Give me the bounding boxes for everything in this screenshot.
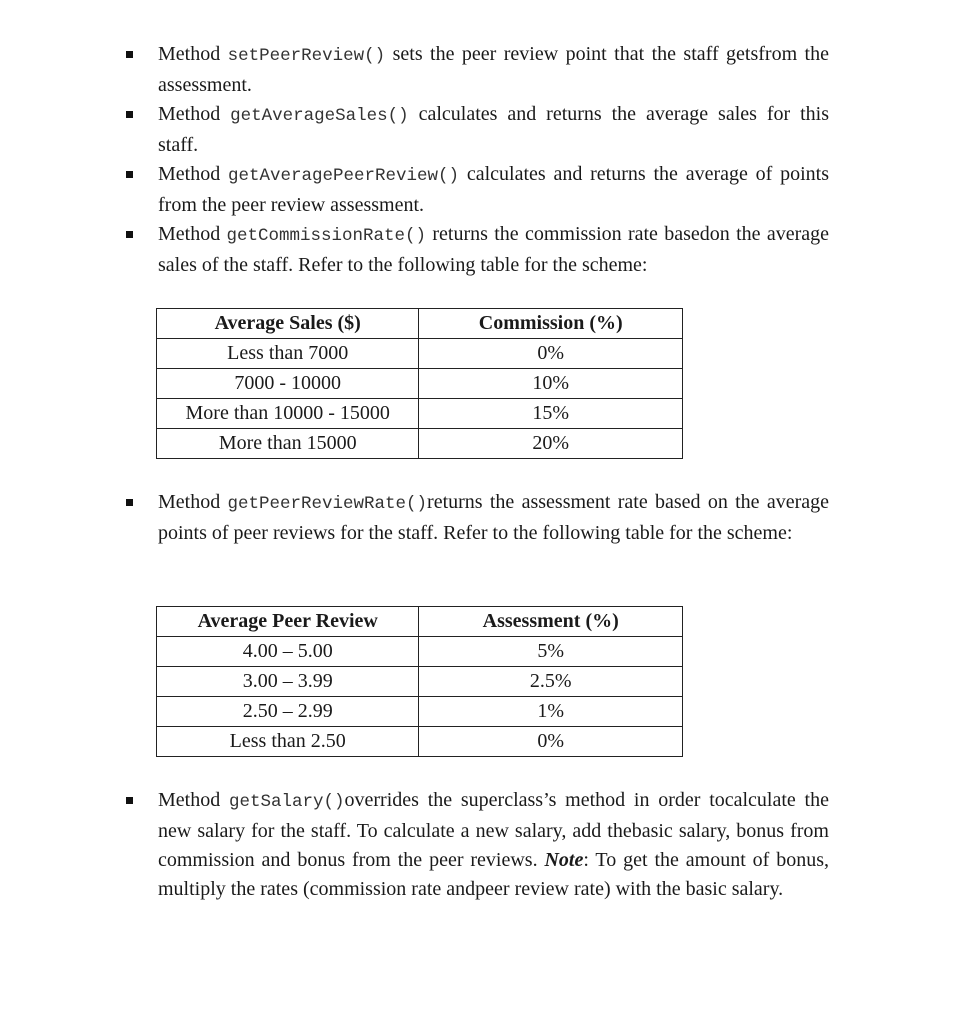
table-header-row	[157, 607, 683, 637]
bullet-prefix: Method	[158, 789, 229, 811]
table-cell: More than 15000	[157, 429, 419, 459]
column-header: Average Sales ($)	[157, 309, 419, 339]
table-header-row	[157, 309, 683, 339]
table-row	[157, 727, 683, 757]
table-row	[157, 429, 683, 459]
method-name: getAveragePeerReview()	[228, 166, 460, 186]
bullet-prefix: Method	[158, 103, 231, 125]
bullet-text	[158, 100, 829, 160]
table-cell: 4.00 – 5.00	[157, 637, 419, 667]
bullet-text	[158, 488, 829, 548]
table-cell: 7000 - 10000	[157, 369, 419, 399]
bullet-marker	[126, 231, 133, 238]
bullet-marker	[126, 797, 133, 804]
bullet-marker	[126, 111, 133, 118]
table-cell: 1%	[419, 697, 683, 727]
table-cell: 2.50 – 2.99	[157, 697, 419, 727]
column-header: Commission (%)	[419, 309, 683, 339]
table-cell: 10%	[419, 369, 683, 399]
table-row	[157, 369, 683, 399]
table-cell: 2.5%	[419, 667, 683, 697]
bullet-marker	[126, 171, 133, 178]
note-text: : To get the amount of bonus, multiply the rates (commission rate andpeer review rate) with the basic salary.	[158, 849, 829, 900]
bullet-description: calculates and returns the average sales for this staff.	[158, 103, 829, 156]
bullet-marker	[126, 51, 133, 58]
table-cell: 20%	[419, 429, 683, 459]
table-cell: 3.00 – 3.99	[157, 667, 419, 697]
bullet-description: returns the assessment rate based on the average points of peer reviews for the staff. Refer to the following table for the scheme:	[158, 491, 829, 544]
bullet-prefix: Method	[158, 163, 229, 185]
table-cell: More than 10000 - 15000	[157, 399, 419, 429]
bullet-description: sets the peer review point that the staff getsfrom the assessment.	[158, 43, 829, 96]
note-label: Note	[544, 849, 584, 871]
table-row	[157, 667, 683, 697]
method-name: getAverageSales()	[230, 106, 409, 126]
method-name: getSalary()	[228, 792, 345, 812]
table-cell: Less than 7000	[157, 339, 419, 369]
table-row	[157, 637, 683, 667]
table-cell: 0%	[419, 727, 683, 757]
bullet-prefix: Method	[158, 223, 227, 245]
commission-table	[156, 308, 683, 459]
bullet-text	[158, 220, 829, 280]
method-name: getPeerReviewRate()	[227, 494, 428, 514]
table-cell: Less than 2.50	[157, 727, 419, 757]
bullet-prefix: Method	[158, 491, 228, 513]
table-row	[157, 697, 683, 727]
bullet-description: overrides the superclass’s method in order tocalculate the new salary for the staff. To calculate a new salary, add thebasic salary, bonus from commission and bonus from the peer reviews.	[158, 789, 829, 871]
bullet-text	[158, 160, 829, 220]
table-cell: 15%	[419, 399, 683, 429]
bullet-text	[158, 40, 829, 100]
bullet-text	[158, 786, 829, 904]
bullet-prefix: Method	[158, 43, 228, 65]
method-name: getCommissionRate()	[226, 226, 427, 246]
column-header: Average Peer Review	[157, 607, 419, 637]
table-row	[157, 399, 683, 429]
bullet-description: calculates and returns the average of points from the peer review assessment.	[158, 163, 829, 216]
column-header: Assessment (%)	[419, 607, 683, 637]
bullet-marker	[126, 499, 133, 506]
method-name: setPeerReview()	[227, 46, 386, 66]
peer-review-table	[156, 606, 683, 757]
bullet-description: returns the commission rate basedon the average sales of the staff. Refer to the following table for the scheme:	[158, 223, 830, 276]
table-cell: 5%	[419, 637, 683, 667]
table-cell: 0%	[419, 339, 683, 369]
table-row	[157, 339, 683, 369]
